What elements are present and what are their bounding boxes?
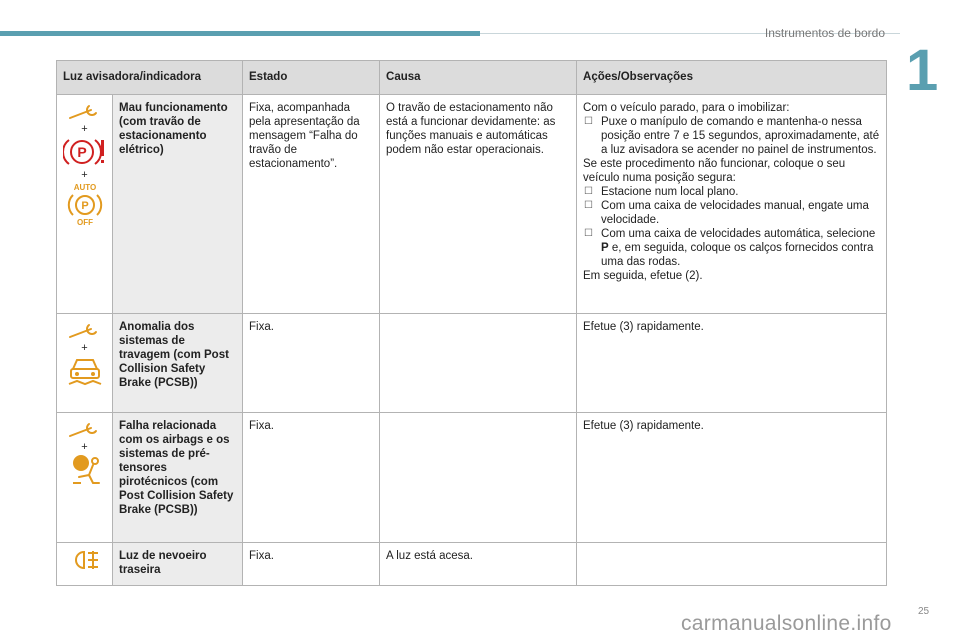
cause-text: O travão de estacionamento não está a funcionar devidamente: as funções manuais e automáticas podem não estar operacionais.	[380, 95, 577, 314]
actions-intro: Com o veículo parado, para o imobilizar:	[583, 102, 790, 114]
actions-list	[583, 185, 880, 269]
wrench-icon	[67, 419, 103, 441]
warning-lights-table	[56, 60, 887, 586]
cause-text	[380, 413, 577, 543]
cause-text	[380, 314, 577, 413]
icon-cell	[57, 314, 113, 413]
actions-text	[577, 543, 887, 586]
list-item: ☐ Estacione num local plano.	[601, 185, 880, 199]
icon-cell	[57, 95, 113, 314]
light-name: Luz de nevoeiro traseira	[113, 543, 243, 586]
actions-text: Efetue (3) rapidamente.	[577, 314, 887, 413]
airbag-icon	[67, 453, 103, 487]
state-text: Fixa.	[243, 314, 380, 413]
actions-list	[583, 115, 880, 157]
chapter-number: 1	[906, 38, 939, 103]
icon-cell	[57, 543, 113, 586]
svg-text:OFF: OFF	[76, 218, 93, 227]
plus-sign: +	[81, 169, 88, 181]
collision-brake-icon	[65, 354, 105, 388]
plus-sign: +	[81, 123, 88, 135]
actions-mid: Se este procedimento não funcionar, coloque o seu veículo numa posição segura:	[583, 158, 846, 184]
gear-p-label: P	[601, 242, 609, 254]
svg-text:P: P	[80, 200, 89, 212]
plus-sign: +	[81, 441, 88, 453]
list-item: ☐ Com uma caixa de velocidades manual, engate uma velocidade.	[601, 199, 880, 227]
wrench-icon	[67, 320, 103, 342]
state-text: Fixa.	[243, 413, 380, 543]
list-item: ☐ Puxe o manípulo de comando e mantenha-o nessa posição entre 7 e 15 segundos, aproximadamente, até a luz avisadora se acender no painel de instrumentos.	[601, 115, 880, 157]
header-actions: Ações/Observações	[577, 61, 887, 95]
light-name: Falha relacionada com os airbags e os sistemas de pré-tensores pirotécnicos (com Post Collision Safety Brake (PCSB))	[113, 413, 243, 543]
light-name: Anomalia dos sistemas de travagem (com Post Collision Safety Brake (PCSB))	[113, 314, 243, 413]
table-row	[57, 543, 887, 586]
list-item-text: Com uma caixa de velocidades automática, selecione	[601, 228, 876, 240]
rear-fog-light-icon	[70, 549, 100, 571]
wrench-icon	[67, 101, 103, 123]
light-name: Mau funcionamento (com travão de estacionamento elétrico)	[113, 95, 243, 314]
header-accent-bar	[0, 31, 480, 36]
parking-brake-fault-icon	[63, 135, 107, 169]
header-state: Estado	[243, 61, 380, 95]
table-row	[57, 413, 887, 543]
table-row	[57, 95, 887, 314]
svg-text:P: P	[76, 144, 87, 160]
watermark: carmanualsonline.info	[681, 612, 892, 635]
table-header-row	[57, 61, 887, 95]
header-light: Luz avisadora/indicadora	[57, 61, 243, 95]
icon-cell	[57, 413, 113, 543]
svg-text:AUTO: AUTO	[73, 183, 96, 192]
state-text: Fixa.	[243, 543, 380, 586]
plus-sign: +	[81, 342, 88, 354]
list-item-text: e, em seguida, coloque os calços fornecidos contra uma das rodas.	[601, 242, 874, 268]
actions-text: Efetue (3) rapidamente.	[577, 413, 887, 543]
state-text: Fixa, acompanhada pela apresentação da mensagem “Falha do travão de estacionamento”.	[243, 95, 380, 314]
actions-cell	[577, 95, 887, 314]
list-item	[601, 227, 880, 269]
page-number: 25	[918, 606, 930, 617]
header-cause: Causa	[380, 61, 577, 95]
actions-outro: Em seguida, efetue (2).	[583, 270, 703, 282]
section-title: Instrumentos de bordo	[764, 26, 885, 40]
table-row	[57, 314, 887, 413]
auto-p-off-icon	[65, 181, 105, 227]
cause-text: A luz está acesa.	[380, 543, 577, 586]
